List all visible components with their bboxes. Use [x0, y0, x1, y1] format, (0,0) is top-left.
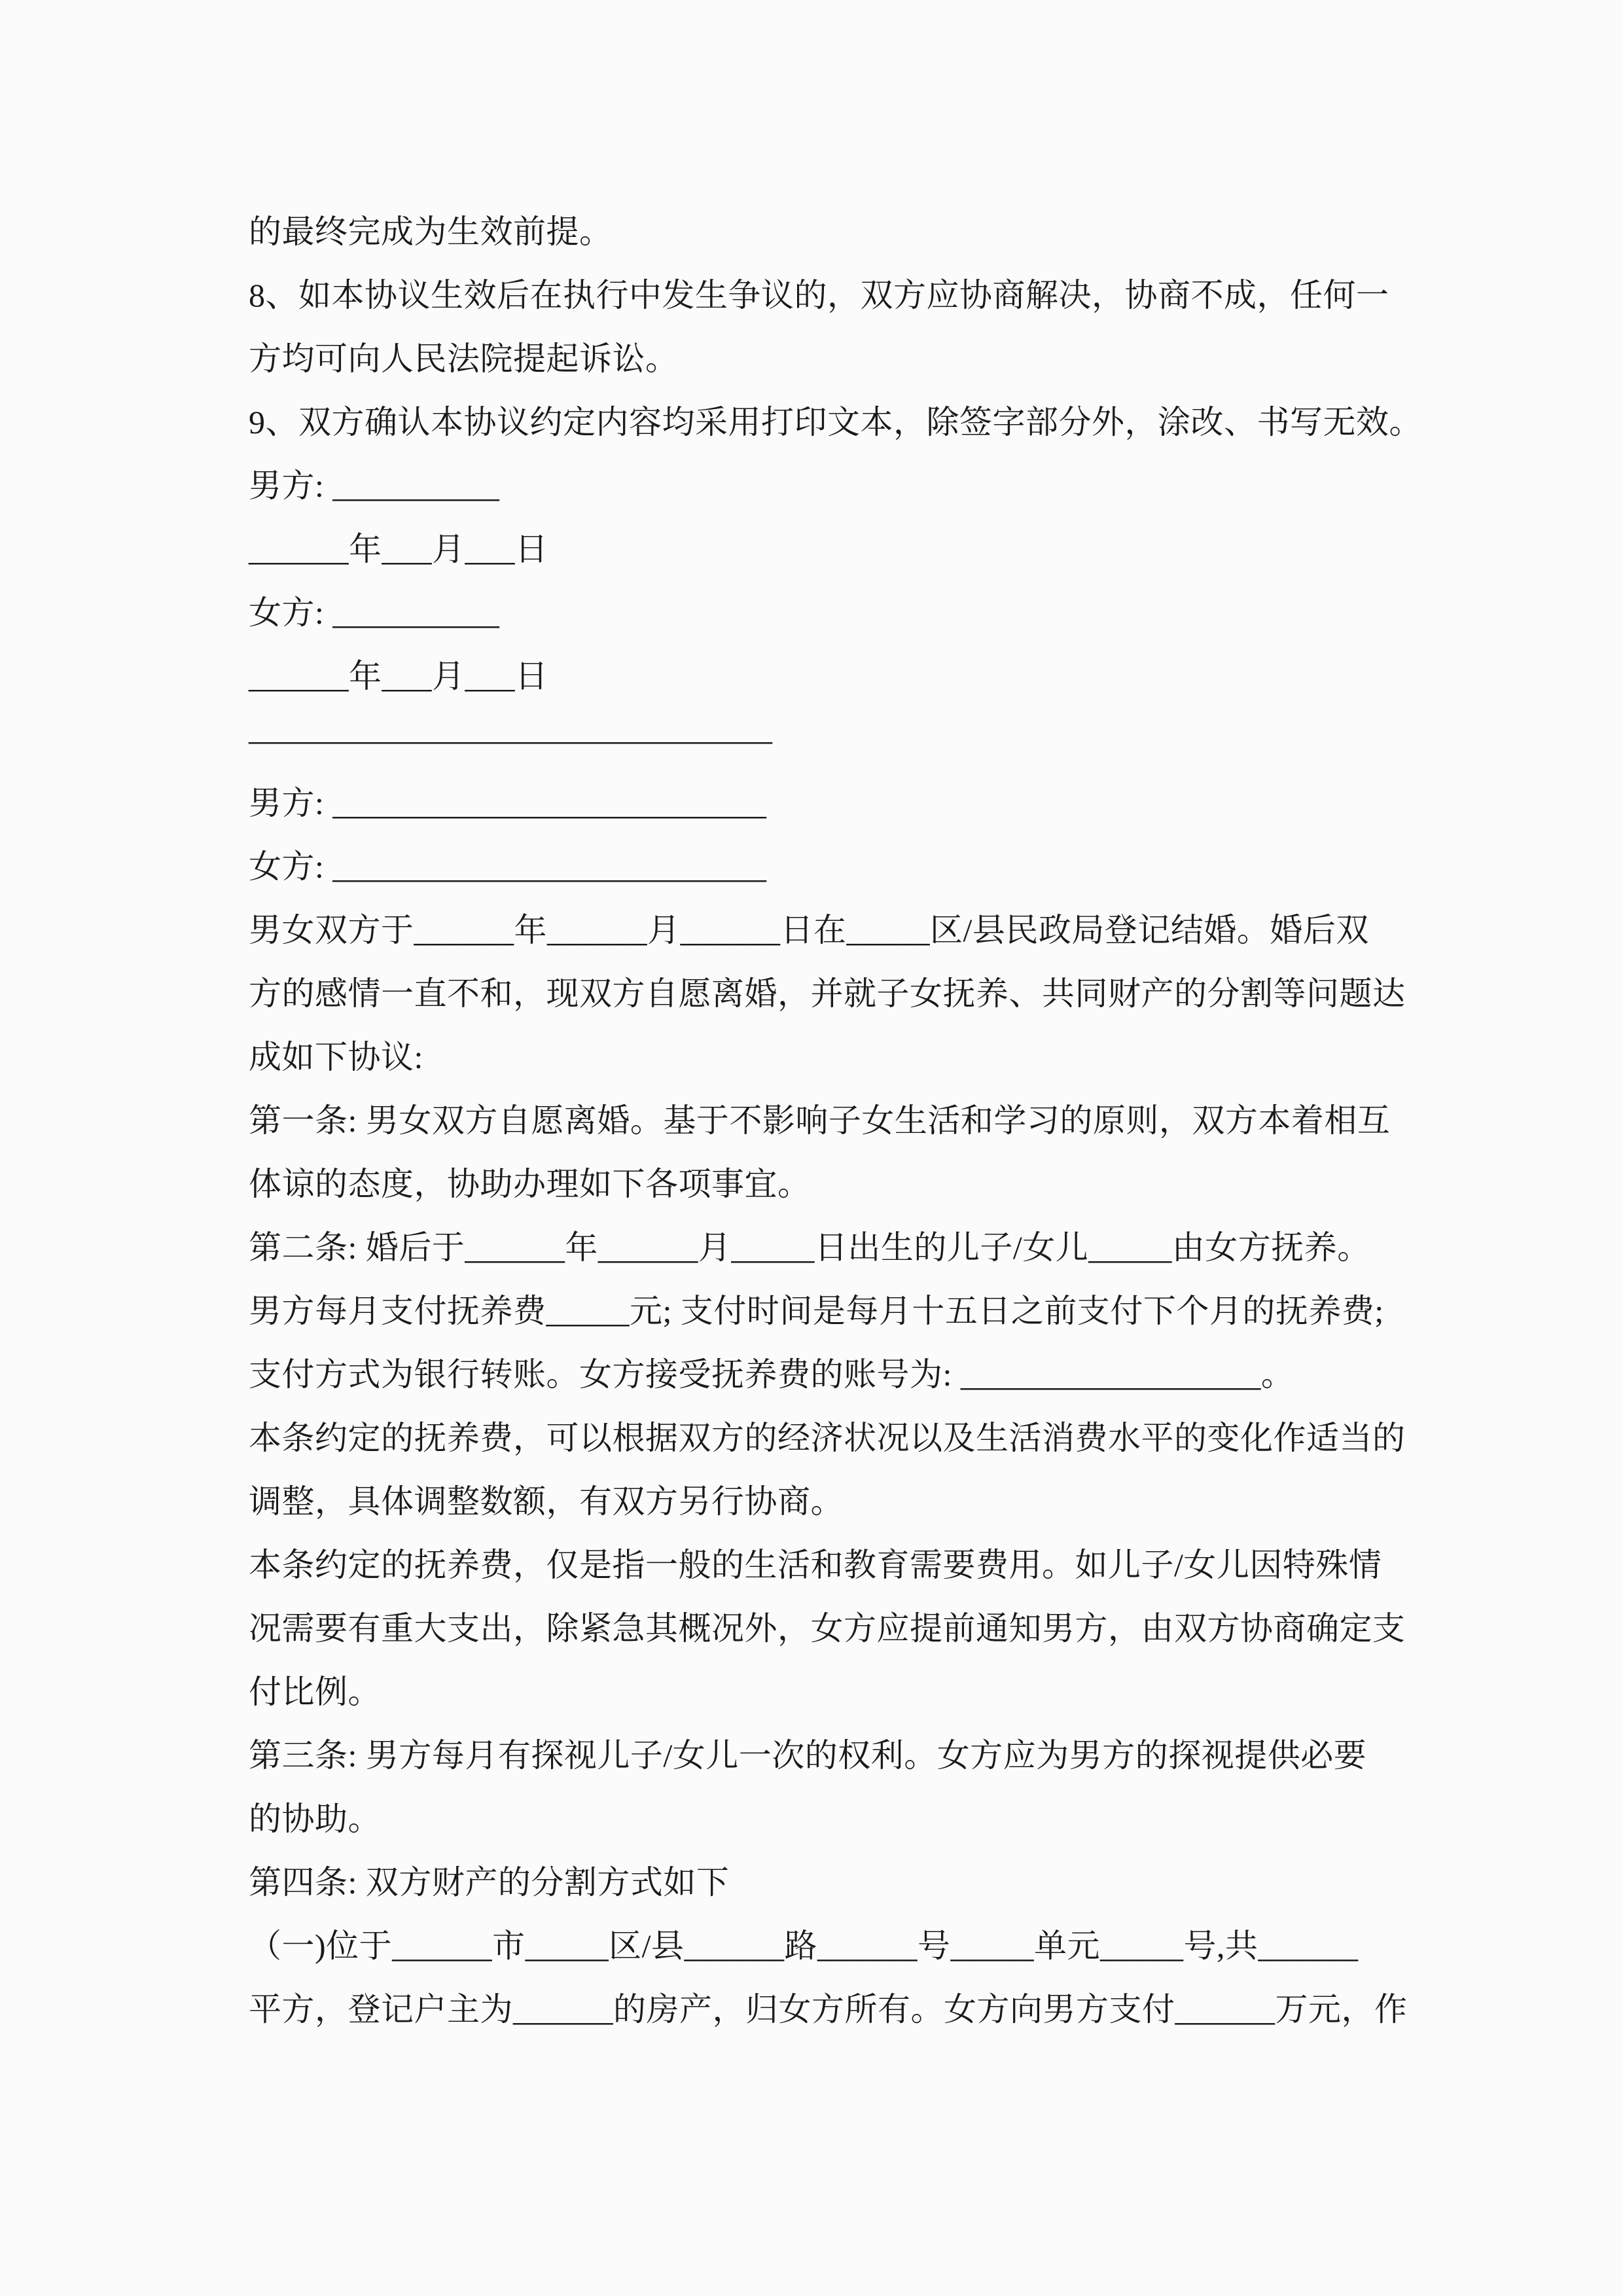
- female-party-line: 女方: __________________________: [249, 848, 767, 885]
- female-signature-line: 女方: __________: [249, 594, 500, 631]
- section-divider: ————————————————: [249, 721, 772, 758]
- doc-line: 支付方式为银行转账。女方接受抚养费的账号为: __________________。: [249, 1356, 1294, 1393]
- doc-line: 体谅的态度，协助办理如下各项事宜。: [249, 1166, 811, 1202]
- date-blank-line: ______年___月___日: [249, 658, 548, 694]
- article-1-line: 第一条: 男女双方自愿离婚。基于不影响子女生活和学习的原则，双方本着相互: [249, 1102, 1391, 1139]
- doc-line: 方均可向人民法院提起诉讼。: [249, 340, 679, 377]
- clause-9-line: 9、双方确认本协议约定内容均采用打印文本，除签字部分外，涂改、书写无效。: [249, 404, 1422, 440]
- doc-line: 成如下协议:: [249, 1039, 423, 1075]
- doc-line: 调整，具体调整数额，有双方另行协商。: [249, 1483, 844, 1520]
- article-3-line: 第三条: 男方每月有探视儿子/女儿一次的权利。女方应为男方的探视提供必要: [249, 1737, 1367, 1774]
- doc-line: 本条约定的抚养费，仅是指一般的生活和教育需要费用。如儿子/女儿因特殊情: [249, 1547, 1382, 1583]
- doc-line: 的最终完成为生效前提。: [249, 213, 613, 250]
- male-party-line: 男方: __________________________: [249, 785, 767, 821]
- agreement-text-block: [249, 200, 1427, 2041]
- clause-8-line: 8、如本协议生效后在执行中发生争议的，双方应协商解决，协商不成，任何一: [249, 277, 1389, 314]
- article-4-line: 第四条: 双方财产的分割方式如下: [249, 1864, 730, 1901]
- male-signature-line: 男方: __________: [249, 467, 500, 504]
- doc-line: 本条约定的抚养费，可以根据双方的经济状况以及生活消费水平的变化作适当的: [249, 1420, 1406, 1456]
- article-2-line: 第二条: 婚后于______年______月_____日出生的儿子/女儿_____由女方抚养。: [249, 1229, 1370, 1266]
- doc-line: 况需要有重大支出，除紧急其概况外，女方应提前通知男方，由双方协商确定支: [249, 1610, 1406, 1647]
- doc-line: 付比例。: [249, 1674, 381, 1710]
- doc-line: 的协助。: [249, 1801, 381, 1837]
- doc-line: 平方，登记户主为______的房产，归女方所有。女方向男方支付______万元，作: [249, 1991, 1408, 2028]
- property-item-1-line: （一)位于______市_____区/县______路______号_____单元_____号,共______: [249, 1928, 1359, 1964]
- date-blank-line: ______年___月___日: [249, 531, 548, 567]
- doc-line: 方的感情一直不和，现双方自愿离婚，并就子女抚养、共同财产的分割等问题达: [249, 975, 1406, 1012]
- marriage-registration-line: 男女双方于______年______月______日在_____区/县民政局登记结婚。婚后双: [249, 912, 1369, 948]
- doc-line: 男方每月支付抚养费_____元; 支付时间是每月十五日之前支付下个月的抚养费;: [249, 1293, 1384, 1329]
